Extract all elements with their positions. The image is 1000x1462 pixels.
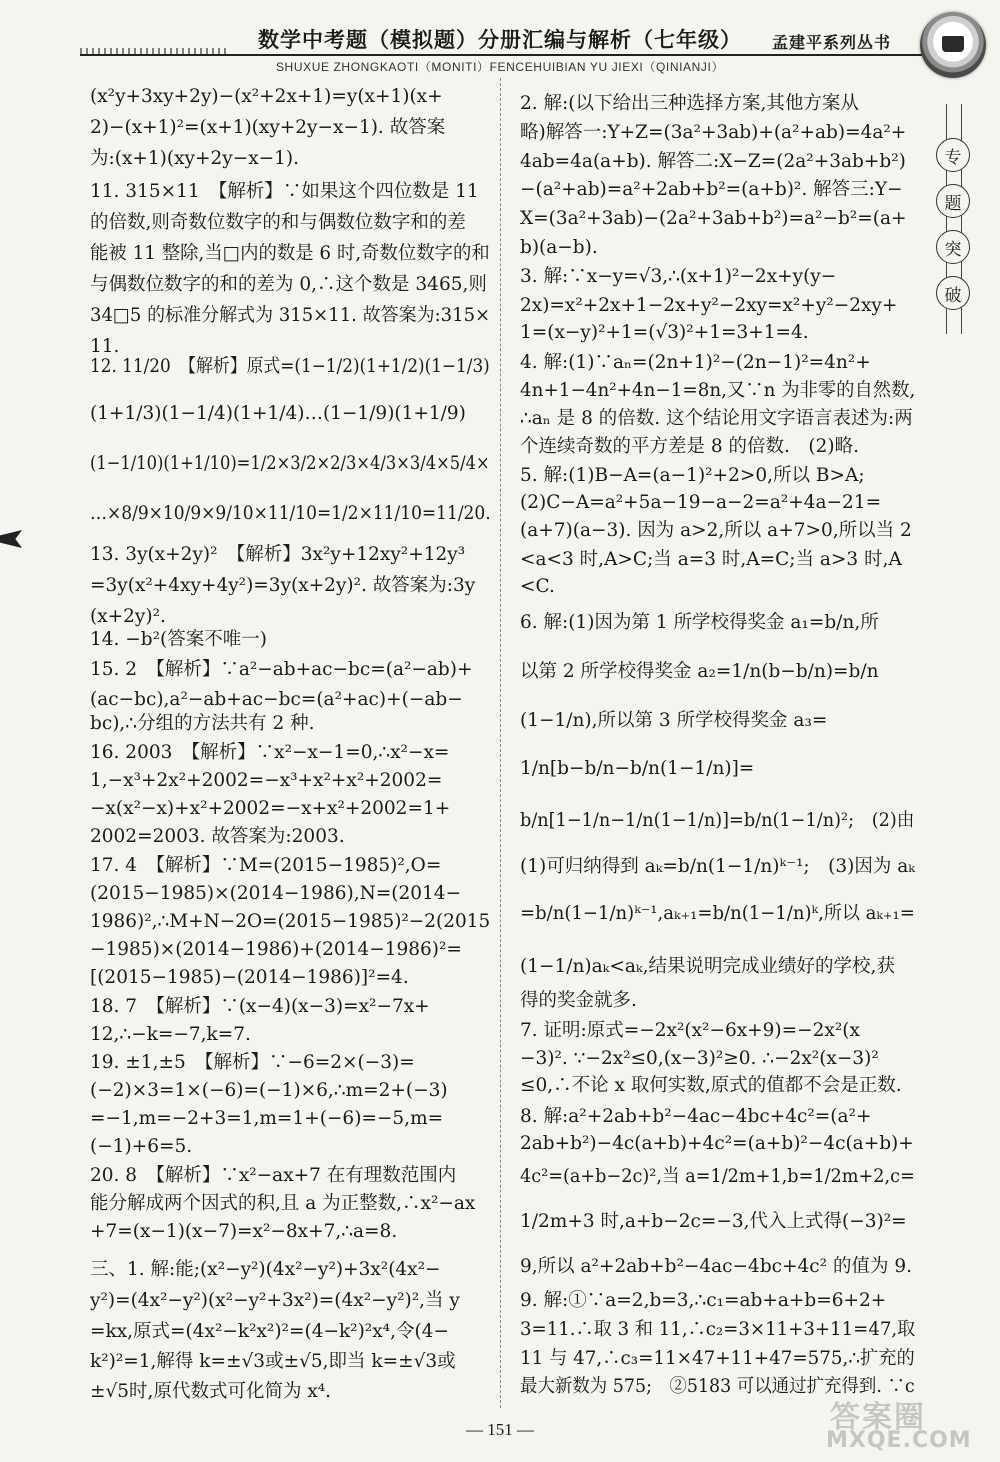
text-line: (x²y+3xy+2y)−(x²+2x+1)=y(x+1)(x+ xyxy=(90,86,443,107)
text-line: 34□5 的标准分解式为 315×11. 故答案为:315× xyxy=(90,305,491,326)
text-line: (2015−1985)×(2014−1986),N=(2014− xyxy=(90,883,462,904)
text-line: (x+2y)². xyxy=(90,606,166,627)
text-line: 15. 2 【解析】∵a²−ab+ac−bc=(a²−ab)+ xyxy=(90,659,473,680)
book-title: 数学中考题（模拟题）分册汇编与解析（七年级） xyxy=(258,28,742,52)
text-line: =b/n(1−1/n)ᵏ⁻¹,aₖ₊₁=b/n(1−1/n)ᵏ,所以 aₖ₊₁= xyxy=(520,903,915,924)
text-line: 1/2m+3 时,a+b−2c=−3,代入上式得(−3)²= xyxy=(520,1211,907,1232)
text-line: b/n[1−1/n−1/n(1−1/n)]=b/n(1−1/n)²; (2)由 xyxy=(520,810,915,831)
text-line: 3. 解:∵x−y=√3,∴(x+1)²−2x+y(y− xyxy=(520,266,837,287)
text-line: 18. 7 【解析】∵(x−4)(x−3)=x²−7x+ xyxy=(90,996,430,1017)
text-line: 得的奖金就多. xyxy=(520,990,637,1011)
text-line: 19. ±1,±5 【解析】∵−6=2×(−3)= xyxy=(90,1052,415,1073)
text-line: (1−1/10)(1+1/10)=1/2×3/2×2/3×4/3×3/4×5/4× xyxy=(90,453,490,474)
text-line: 16. 2003 【解析】∵x²−x−1=0,∴x²−x= xyxy=(90,742,450,763)
text-line: 3=11.∴取 3 和 11,∴c₂=3×11+3+11=47,取 xyxy=(520,1319,916,1340)
text-line: (1)可归纳得到 aₖ=b/n(1−1/n)ᵏ⁻¹; (3)因为 aₖ xyxy=(520,856,916,877)
text-line: 14. −b²(答案不唯一) xyxy=(90,629,267,650)
text-line: k²)²=1,解得 k=±√3或±√5,即当 k=±√3或 xyxy=(90,1351,456,1372)
text-line: 5. 解:(1)B−A=(a−1)²+2>0,所以 B>A; xyxy=(520,465,865,486)
text-line: (2)C−A=a²+5a−19−a−2=a²+4a−21= xyxy=(520,492,882,513)
text-line: 11. xyxy=(90,336,120,357)
book-title-pinyin: SHUXUE ZHONGKAOTI（MONITI）FENCEHUIBIAN YU JIEXI（QINIANJI） xyxy=(275,60,725,74)
text-line: 2002=2003. 故答案为:2003. xyxy=(90,826,345,847)
text-line: ±√5时,原代数式可化简为 x⁴. xyxy=(90,1381,332,1402)
binding-mark-icon xyxy=(0,530,22,548)
text-line: (a+7)(a−3). 因为 a>2,所以 a+7>0,所以当 2 xyxy=(520,520,912,541)
text-line: 12. 11/20 【解析】原式=(1−1/2)(1+1/2)(1−1/3) xyxy=(90,356,490,377)
text-line: 8. 解:a²+2ab+b²−4ac−4bc+4c²=(a²+ xyxy=(520,1106,872,1127)
text-line: 1=(x−y)²+1=(√3)²+1=3+1=4. xyxy=(520,322,809,343)
publisher-emblem-icon xyxy=(920,12,986,78)
text-line: 能分解成两个因式的积,且 a 为正整数,∴x²−ax xyxy=(90,1193,476,1214)
text-line: 1986)²,∴M+N−2O=(2015−1985)²−2(2015 xyxy=(90,911,491,932)
text-line: 7. 证明:原式=−2x²(x²−6x+9)=−2x²(x xyxy=(520,1020,860,1041)
watermark-text: 答案圈 xyxy=(830,1400,926,1435)
text-line: −x(x²−x)+x²+2002=−x+x²+2002=1+ xyxy=(90,798,451,819)
header-rule xyxy=(80,54,928,56)
column-divider xyxy=(500,78,501,1408)
text-line: 1/n[b−b/n−b/n(1−1/n)]= xyxy=(520,758,755,779)
text-line: (ac−bc),a²−ab+ac−bc=(a²+ac)+(−ab− xyxy=(90,689,463,710)
text-line: (−1)+6=5. xyxy=(90,1136,193,1157)
text-line: 4c²=(a+b−2c)²,当 a=1/2m+1,b=1/2m+2,c= xyxy=(520,1166,915,1187)
text-line: X=(3a²+3ab)−(2a²+3ab+b²)=a²−b²=(a+ xyxy=(520,208,907,229)
text-line: 2x)=x²+2x+1−2x+y²−2xy=x²+y²−2xy+ xyxy=(520,295,898,316)
side-tab-ti: 题 xyxy=(936,184,970,218)
text-line: 20. 8 【解析】∵x²−ax+7 在有理数范围内 xyxy=(90,1165,457,1186)
text-line: y²)=(4x²−y²)(x²−y²+3x²)=(4x²−y²)²,当 y xyxy=(90,1290,460,1311)
text-line: (1−1/n),所以第 3 所学校得奖金 a₃= xyxy=(520,710,828,731)
text-line: 4. 解:(1)∵aₙ=(2n+1)²−(2n−1)²=4n²+ xyxy=(520,352,871,373)
text-line: 12,∴−k=−7,k=7. xyxy=(90,1024,251,1045)
page-number: — 151 — xyxy=(466,1420,534,1439)
text-line: 2. 解:(以下给出三种选择方案,其他方案从 xyxy=(520,93,859,114)
side-tab-tu: 突 xyxy=(936,230,970,264)
text-line: 能被 11 整除,当□内的数是 6 时,奇数位数字的和 xyxy=(90,243,490,264)
text-line: 的倍数,则奇数位数字的和与偶数位数字和的差 xyxy=(90,212,466,233)
text-line: =kx,原式=(4x²−k²x²)²=(4−k²)²x⁴,令(4− xyxy=(90,1321,449,1342)
text-line: =3y(x²+4xy+4y²)=3y(x+2y)². 故答案为:3y xyxy=(90,575,476,596)
text-line: [(2015−1985)−(2014−1986)]²=4. xyxy=(90,967,409,988)
side-tab-zhuan: 专 xyxy=(936,138,970,172)
watermark-url: MXQE.COM xyxy=(826,1428,972,1453)
text-line: =−1,m=−2+3=1,m=1+(−6)=−5,m= xyxy=(90,1108,444,1129)
text-line: 11. 315×11 【解析】∵如果这个四位数是 11 xyxy=(90,181,479,202)
text-line: −3)². ∵−2x²≤0,(x−3)²≥0. ∴−2x²(x−3)² xyxy=(520,1048,879,1069)
text-line: b)(a−b). xyxy=(520,237,598,258)
text-line: bc),∴分组的方法共有 2 种. xyxy=(90,713,315,734)
text-line: 2)−(x+1)²=(x+1)(xy+2y−x−1). 故答案 xyxy=(90,117,446,138)
text-line: 2ab+b²)−4c(a+b)+4c²=(a+b)²−4c(a+b)+ xyxy=(520,1133,914,1154)
text-line: 4ab=4a(a+b). 解答二:X−Z=(2a²+3ab+b²) xyxy=(520,151,906,172)
text-line: <a<3 时,A>C;当 a=3 时,A=C;当 a>3 时,A xyxy=(520,549,902,570)
site-watermark xyxy=(822,1392,992,1454)
text-line: 三、1. 解:能;(x²−y²)(4x²−y²)+3x²(4x²− xyxy=(90,1259,441,1280)
text-line: 个连续奇数的平方差是 8 的倍数. (2)略. xyxy=(520,436,859,457)
text-line: 1,−x³+2x²+2002=−x³+x²+x²+2002= xyxy=(90,770,443,791)
text-line: ≤0,∴不论 x 取何实数,原式的值都不会是正数. xyxy=(520,1075,902,1096)
text-line: (1−1/n)aₖ<aₖ,结果说明完成业绩好的学校,获 xyxy=(520,956,895,977)
text-line: 与偶数位数字的和的差为 0,∴这个数是 3465,则 xyxy=(90,274,487,295)
series-name: 孟建平系列丛书 xyxy=(772,33,892,52)
text-line: 9,所以 a²+2ab+b²−4ac−4bc+4c² 的值为 9. xyxy=(520,1256,912,1277)
text-line: −(a²+ab)=a²+2ab+b²=(a+b)². 解答三:Y− xyxy=(520,179,903,200)
text-line: 11 与 47,∴c₃=11×47+11+47=575,∴扩充的 xyxy=(520,1348,915,1369)
text-line: 为:(x+1)(xy+2y−x−1). xyxy=(90,148,300,169)
text-line: ∴aₙ 是 8 的倍数. 这个结论用文字语言表述为:两 xyxy=(520,408,913,429)
text-line: <C. xyxy=(520,576,555,597)
text-line: …×8/9×10/9×9/10×11/10=1/2×11/10=11/20. xyxy=(90,503,491,524)
text-line: 17. 4 【解析】∵M=(2015−1985)²,O= xyxy=(90,855,442,876)
text-line: 6. 解:(1)因为第 1 所学校得奖金 a₁=b/n,所 xyxy=(520,612,879,633)
text-line: −1985)×(2014−1986)+(2014−1986)²= xyxy=(90,939,462,960)
text-line: 略)解答一:Y+Z=(3a²+3ab)+(a²+ab)=4a²+ xyxy=(520,122,907,143)
text-line: 9. 解:①∵a=2,b=3,∴c₁=ab+a+b=6+2+ xyxy=(520,1290,887,1311)
text-line: 最大新数为 575; ②5183 可以通过扩充得到. ∵c xyxy=(520,1376,915,1397)
text-line: 4n+1−4n²+4n−1=8n,又∵n 为非零的自然数, xyxy=(520,380,916,401)
text-line: (1+1/3)(1−1/4)(1+1/4)…(1−1/9)(1+1/9) xyxy=(90,403,466,424)
text-line: 13. 3y(x+2y)² 【解析】3x²y+12xy²+12y³ xyxy=(90,544,466,565)
text-line: +7=(x−1)(x−7)=x²−8x+7,∴a=8. xyxy=(90,1221,398,1242)
text-line: (−2)×3=1×(−6)=(−1)×6,∴m=2+(−3) xyxy=(90,1080,448,1101)
side-tab-po: 破 xyxy=(936,276,970,310)
text-line: 以第 2 所学校得奖金 a₂=1/n(b−b/n)=b/n xyxy=(520,661,879,682)
